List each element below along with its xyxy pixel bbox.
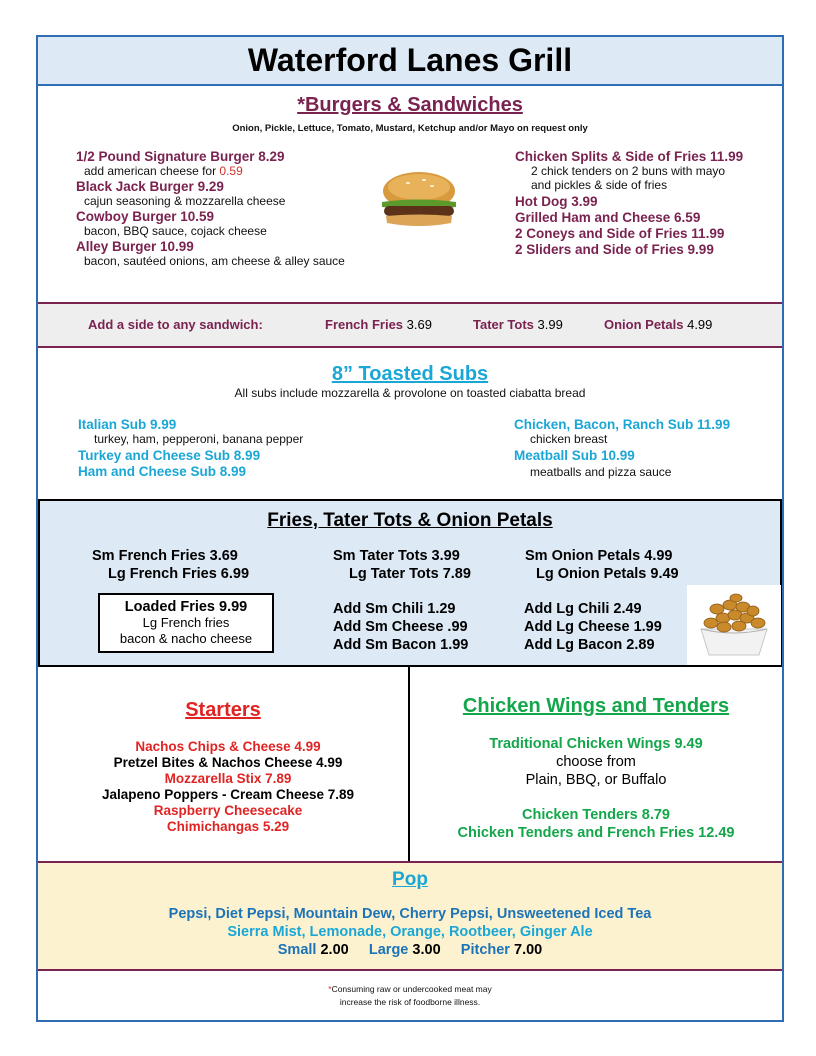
menu-item: 1/2 Pound Signature Burger 8.29 [76,149,285,164]
menu-item: Hot Dog 3.99 [515,194,598,209]
menu-item-desc: bacon, BBQ sauce, cojack cheese [84,224,267,238]
tenders-item: Chicken Tenders and French Fries 12.49 [457,825,735,841]
food-warning [38,983,782,1009]
starter-item: Pretzel Bites & Nachos Cheese 4.99 [113,755,343,770]
starters-heading: Starters [185,699,261,721]
petals-item: Lg Onion Petals 9.49 [536,566,679,582]
burger-icon [378,171,460,233]
page-title: Waterford Lanes Grill [38,37,782,86]
fries-section [38,499,782,667]
menu-item: Italian Sub 9.99 [78,417,177,432]
menu-item: Cowboy Burger 10.59 [76,209,215,224]
pop-size-name: Small [277,942,317,958]
tots-item: Lg Tater Tots 7.89 [349,566,471,582]
menu-item-desc [76,164,345,178]
menu-item-desc: meatballs and pizza sauce [530,465,672,479]
starters-list [38,739,418,835]
menu-frame [36,35,784,1022]
wings-choose: choose from [556,754,636,770]
tenders-item: Chicken Tenders 8.79 [521,807,671,823]
petals-column [525,547,679,583]
menu-item: Black Jack Burger 9.29 [76,179,224,194]
tots-column [333,547,471,583]
side-option-name: Tater Tots [473,317,534,332]
pop-flavors: Pepsi, Diet Pepsi, Mountain Dew, Cherry Pepsi, Unsweetened Iced Tea [168,906,652,922]
menu-item: Grilled Ham and Cheese 6.59 [515,210,701,225]
burgers-left-column [76,149,345,268]
side-option-price: 3.99 [537,317,563,332]
loaded-fries-box [98,593,274,653]
subs-right-column [514,417,730,479]
starter-item: Raspberry Cheesecake [153,803,303,818]
fries-item: Lg French Fries 6.99 [108,566,250,582]
side-option-name: French Fries [325,317,404,332]
fries-heading: Fries, Tater Tots & Onion Petals [267,510,553,531]
fries-column [92,547,249,583]
side-option [473,304,563,346]
loaded-fries-desc: bacon & nacho cheese [119,631,253,646]
side-option-name: Onion Petals [604,317,684,332]
subs-heading: 8” Toasted Subs [331,363,489,385]
burgers-subtitle: Onion, Pickle, Lettuce, Tomato, Mustard, Ketchup and/or Mayo on request only [232,123,588,134]
subs-subtitle: All subs include mozzarella & provolone on toasted ciabatta bread [234,386,586,400]
petals-item: Sm Onion Petals 4.99 [525,548,673,564]
starter-item: Chimichangas 5.29 [166,819,290,834]
pop-size-name: Pitcher [460,942,510,958]
menu-item: Ham and Cheese Sub 8.99 [78,464,247,479]
starter-item: Mozzarella Stix 7.89 [164,771,292,786]
wings-list [410,735,782,842]
addon-item: Add Lg Bacon 2.89 [524,637,655,653]
pop-flavors: Sierra Mist, Lemonade, Orange, Rootbeer, Ginger Ale [227,924,593,940]
starter-item: Nachos Chips & Cheese 4.99 [135,739,321,754]
wings-heading: Chicken Wings and Tenders [462,695,730,717]
addon-item: Add Sm Cheese .99 [333,619,468,635]
addon-item: Add Sm Chili 1.29 [333,601,456,617]
pop-size-name: Large [368,942,409,958]
addons-small [333,600,468,654]
fries-item: Sm French Fries 3.69 [92,548,238,564]
menu-item-desc: turkey, ham, pepperoni, banana pepper [94,432,304,446]
tater-tots-icon [687,585,781,665]
menu-item: Meatball Sub 10.99 [514,448,635,463]
warning-asterisk: * [328,984,332,994]
addon-item: Add Lg Cheese 1.99 [524,619,662,635]
menu-item: Alley Burger 10.99 [76,239,194,254]
pop-sizes [38,941,782,959]
menu-item-desc: chicken breast [530,432,608,446]
menu-item-desc-text: add american cheese for [84,164,217,178]
tots-item: Sm Tater Tots 3.99 [333,548,460,564]
menu-item-desc: and pickles & side of fries [531,178,668,192]
menu-item-desc-price: 0.59 [219,164,243,178]
addons-large [524,600,662,654]
wings-item: Traditional Chicken Wings 9.49 [489,736,703,752]
menu-item: 2 Coneys and Side of Fries 11.99 [515,226,725,241]
warning-text: Consuming raw or undercooked meat may [331,984,492,994]
add-side-bar [38,302,782,348]
menu-item-desc: 2 chick tenders on 2 buns with mayo [531,164,726,178]
burgers-heading: *Burgers & Sandwiches [297,94,523,116]
pop-size-price: 3.00 [412,942,441,958]
side-option [604,304,712,346]
loaded-fries-desc: Lg French fries [142,615,230,630]
pop-size-price: 2.00 [320,942,349,958]
pop-heading: Pop [392,869,428,890]
loaded-fries-title: Loaded Fries 9.99 [124,599,248,615]
menu-item-desc: cajun seasoning & mozzarella cheese [84,194,286,208]
menu-item: Turkey and Cheese Sub 8.99 [78,448,261,463]
menu-item-desc: bacon, sautéed onions, am cheese & alley sauce [84,254,345,268]
add-side-label: Add a side to any sandwich: [88,317,263,332]
subs-left-column [78,417,303,479]
burgers-right-column [515,149,743,257]
pop-size-price: 7.00 [514,942,543,958]
pop-section [38,861,782,971]
menu-item: 2 Sliders and Side of Fries 9.99 [515,242,714,257]
wings-options: Plain, BBQ, or Buffalo [525,772,667,788]
warning-text: increase the risk of foodborne illness. [339,997,481,1007]
side-option-price: 3.69 [406,317,432,332]
addon-item: Add Lg Chili 2.49 [524,601,642,617]
addon-item: Add Sm Bacon 1.99 [333,637,469,653]
menu-item: Chicken Splits & Side of Fries 11.99 [515,149,744,164]
side-option [325,304,432,346]
side-option-price: 4.99 [687,317,713,332]
starter-item: Jalapeno Poppers - Cream Cheese 7.89 [101,787,355,802]
menu-item: Chicken, Bacon, Ranch Sub 11.99 [514,417,731,432]
